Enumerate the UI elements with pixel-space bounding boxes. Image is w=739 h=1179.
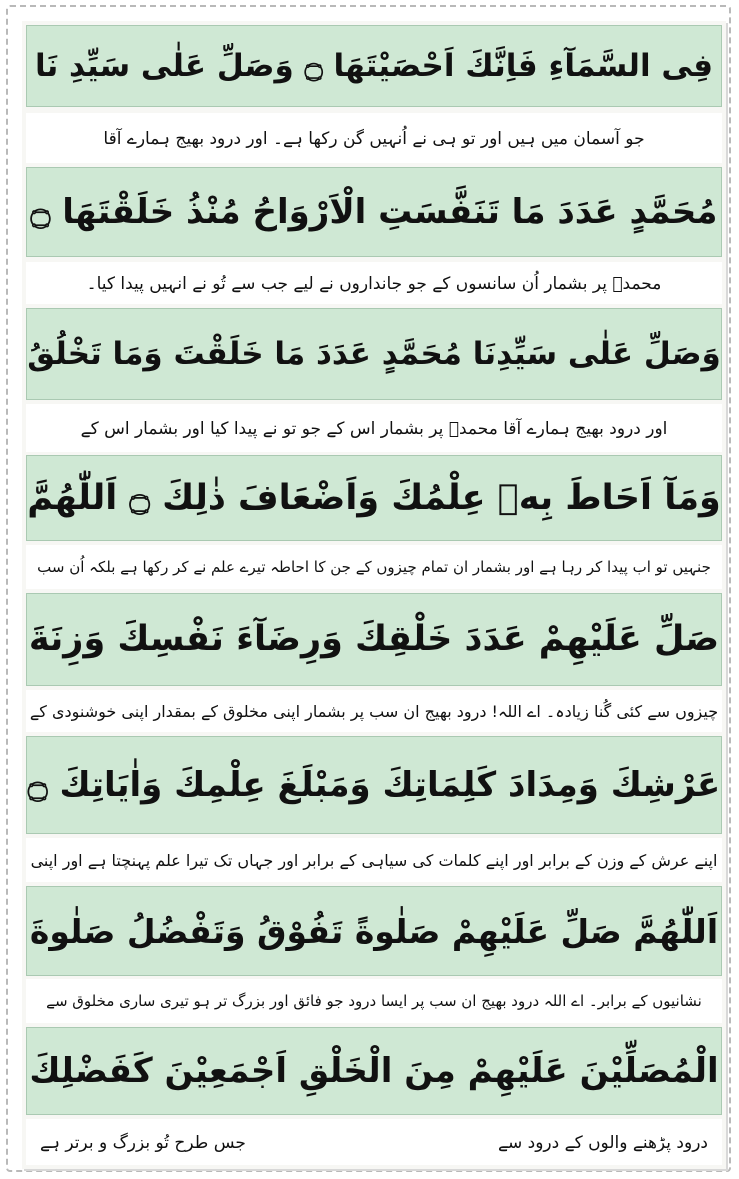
arabic-line-1: فِى السَّمَآءِ فَاِنَّكَ اَحْصَيْتَهَا ۝ وَصَلِّ عَلٰى سَيِّدِ نَا [26,25,722,107]
urdu-final-part-a: درود پڑھنے والوں کے درود سے [498,1132,708,1153]
page-frame [6,5,731,1172]
arabic-line-8: الْمُصَلِّيْنَ عَلَيْهِمْ مِنَ الْخَلْقِ اَجْمَعِيْنَ كَفَضْلِكَ [26,1027,722,1115]
document-page [22,21,726,1169]
urdu-translation-line-1: جو آسمان میں ہیں اور تو ہی نے اُنہیں گن رکھا ہے۔ اور درود بھیج ہمارے آقا [26,113,722,163]
urdu-translation-line-7: نشانیوں کے برابر۔ اے اللہ درود بھیج ان سب پر ایسا درود جو فائق اور بزرگ تر ہو تیری ساری مخلوق سے [26,979,722,1023]
urdu-translation-line-8 [26,1119,722,1165]
urdu-translation-line-3: اور درود بھیج ہمارے آقا محمدؐ پر بشمار اس کے جو تو نے پیدا کیا اور بشمار اس کے [26,404,722,452]
arabic-line-3: وَصَلِّ عَلٰى سَيِّدِنَا مُحَمَّدٍ عَدَدَ مَا خَلَقْتَ وَمَا تَخْلُقُ [26,308,722,400]
arabic-line-2: مُحَمَّدٍ عَدَدَ مَا تَنَفَّسَتِ الْاَرْوَاحُ مُنْذُ خَلَقْتَهَا ۝ [26,167,722,257]
urdu-translation-line-6: اپنے عرش کے وزن کے برابر اور اپنے کلمات کی سیاہی کے برابر اور جہاں تک تیرا علم پہنچتا ہے اور اپنی [26,838,722,882]
urdu-final-part-b: جس طرح تُو بزرگ و برتر ہے [40,1132,246,1153]
urdu-translation-line-4: جنہیں تو اب پیدا کر رہا ہے اور بشمار ان تمام چیزوں کے جن کا احاطہ تیرے علم نے کر رکھا ہے بلکہ اُن سب [26,545,722,589]
arabic-line-7: اَللّٰهُمَّ صَلِّ عَلَيْهِمْ صَلٰوةً تَفُوْقُ وَتَفْضُلُ صَلٰوةَ [26,886,722,976]
arabic-line-6: عَرْشِكَ وَمِدَادَ كَلِمَاتِكَ وَمَبْلَغَ عِلْمِكَ وَاٰيَاتِكَ ۝ [26,736,722,834]
arabic-line-5: صَلِّ عَلَيْهِمْ عَدَدَ خَلْقِكَ وَرِضَآءَ نَفْسِكَ وَزِنَةَ [26,593,722,686]
arabic-line-4: وَمَآ اَحَاطَ بِهٖ عِلْمُكَ وَاَضْعَافَ ذٰلِكَ ۝ اَللّٰهُمَّ [26,455,722,541]
urdu-translation-line-5: چیزوں سے کئی گُنا زیادہ۔ اے اللہ! درود بھیج ان سب پر بشمار اپنی مخلوق کے بمقدار اپنی خوشنودی کے [26,690,722,732]
urdu-translation-line-2: محمدؐ پر بشمار اُن سانسوں کے جو جانداروں نے لیے جب سے تُو نے انہیں پیدا کیا۔ [26,262,722,304]
